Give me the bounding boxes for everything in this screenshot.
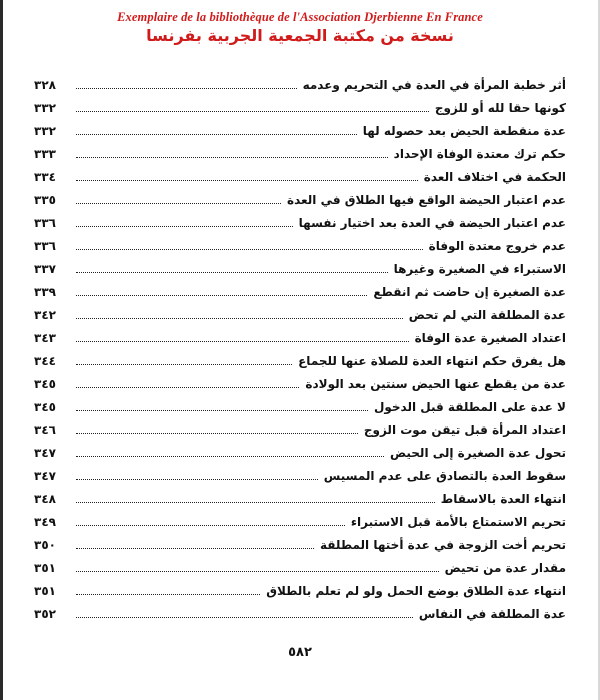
- toc-entry-page: ٣٤٥: [34, 377, 56, 391]
- toc-entry-page: ٣٤٢: [34, 308, 56, 322]
- toc-leader-dots: [76, 341, 409, 342]
- toc-entry-page: ٣٤٩: [34, 515, 56, 529]
- toc-entry-page: ٣٢٨: [34, 78, 56, 92]
- toc-entry-title: الاستبراء في الصغيرة وغيرها: [393, 262, 566, 276]
- toc-leader-dots: [76, 180, 418, 181]
- toc-entry: [34, 254, 566, 277]
- toc-entry-title: اعتداد الصغيرة عدة الوفاة: [414, 331, 566, 345]
- toc-entry-title: عدة المطلقة التي لم تحض: [408, 308, 566, 322]
- toc-entry: [34, 484, 566, 507]
- toc-entry-title: سقوط العدة بالتصادق على عدم المسيس: [323, 469, 566, 483]
- scan-edge-left: [0, 0, 3, 700]
- toc-entry-page: ٣٤٧: [34, 469, 56, 483]
- toc-entry-page: ٣٣٢: [34, 101, 56, 115]
- toc-entry-title: انتهاء عدة الطلاق بوضع الحمل ولو لم تعلم بالطلاق: [266, 584, 566, 598]
- toc-entry-page: ٣٣٦: [34, 216, 56, 230]
- toc-entry-page: ٣٣٢: [34, 124, 56, 138]
- toc-leader-dots: [76, 295, 367, 296]
- toc-leader-dots: [76, 226, 293, 227]
- toc-entry: [34, 507, 566, 530]
- toc-entry-page: ٣٣٤: [34, 170, 56, 184]
- toc-entry: [34, 415, 566, 438]
- page-number: ٥٨٢: [288, 645, 312, 660]
- toc-entry-page: ٣٣٣: [34, 147, 56, 161]
- toc-leader-dots: [76, 594, 260, 595]
- library-stamp-arabic: نسخة من مكتبة الجمعية الجربية بفرنسا: [146, 26, 454, 45]
- table-of-contents: [34, 70, 566, 622]
- toc-entry-title: اعتداد المرأة قبل تيقن موت الزوج: [363, 423, 566, 437]
- toc-entry-title: الحكمة في اختلاف العدة: [423, 170, 566, 184]
- toc-leader-dots: [76, 617, 413, 618]
- toc-leader-dots: [76, 88, 297, 89]
- toc-entry: [34, 93, 566, 116]
- toc-entry-title: عدة المطلقة في النفاس: [418, 607, 566, 621]
- toc-entry: [34, 599, 566, 622]
- toc-entry: [34, 185, 566, 208]
- toc-entry-page: ٣٤٥: [34, 400, 56, 414]
- toc-entry-title: عدة الصغيرة إن حاضت ثم انقطع: [373, 285, 566, 299]
- toc-entry: [34, 277, 566, 300]
- toc-entry-page: ٣٤٨: [34, 492, 56, 506]
- toc-leader-dots: [76, 203, 281, 204]
- toc-entry: [34, 208, 566, 231]
- toc-entry: [34, 323, 566, 346]
- library-stamp: [0, 10, 600, 45]
- toc-entry-page: ٣٤٤: [34, 354, 56, 368]
- toc-entry-title: تحريم أخت الزوجة في عدة أختها المطلقة: [320, 538, 566, 552]
- toc-entry-title: عدم خروج معتدة الوفاة: [428, 239, 566, 253]
- toc-entry-page: ٣٣٧: [34, 262, 56, 276]
- toc-entry-page: ٣٥٢: [34, 607, 56, 621]
- toc-entry-title: حكم ترك معتدة الوفاة الإحداد: [393, 147, 566, 161]
- toc-entry-title: عدم اعتبار الحيضة في العدة بعد اختيار نفسها: [298, 216, 566, 230]
- toc-leader-dots: [76, 433, 358, 434]
- toc-entry-page: ٣٣٩: [34, 285, 56, 299]
- toc-entry: [34, 461, 566, 484]
- toc-entry-page: ٣٤٦: [34, 423, 56, 437]
- toc-entry-title: تحول عدة الصغيرة إلى الحيض: [390, 446, 566, 460]
- toc-entry-page: ٣٥٠: [34, 538, 56, 552]
- toc-leader-dots: [76, 157, 388, 158]
- toc-leader-dots: [76, 502, 435, 503]
- toc-entry-title: انتهاء العدة بالاسقاط: [440, 492, 566, 506]
- toc-leader-dots: [76, 548, 314, 549]
- toc-entry-page: ٣٣٥: [34, 193, 56, 207]
- toc-entry-title: تحريم الاستمتاع بالأمة قبل الاستبراء: [350, 515, 566, 529]
- toc-leader-dots: [76, 525, 345, 526]
- toc-entry: [34, 369, 566, 392]
- toc-leader-dots: [76, 479, 318, 480]
- toc-entry: [34, 231, 566, 254]
- toc-entry: [34, 162, 566, 185]
- toc-entry: [34, 70, 566, 93]
- toc-entry-title: عدة منقطعة الحيض بعد حصوله لها: [362, 124, 566, 138]
- toc-leader-dots: [76, 318, 403, 319]
- toc-entry: [34, 553, 566, 576]
- toc-entry: [34, 530, 566, 553]
- toc-entry-page: ٣٤٣: [34, 331, 56, 345]
- toc-leader-dots: [76, 249, 423, 250]
- toc-entry-title: أثر خطبة المرأة في العدة في التحريم وعدمه: [302, 78, 566, 92]
- toc-leader-dots: [76, 364, 292, 365]
- toc-entry: [34, 139, 566, 162]
- toc-entry: [34, 576, 566, 599]
- toc-entry: [34, 346, 566, 369]
- toc-entry-page: ٣٥١: [34, 561, 56, 575]
- toc-entry: [34, 300, 566, 323]
- toc-entry: [34, 438, 566, 461]
- toc-entry-title: لا عدة على المطلقة قبل الدخول: [373, 400, 566, 414]
- toc-entry-page: ٣٥١: [34, 584, 56, 598]
- toc-leader-dots: [76, 456, 384, 457]
- toc-leader-dots: [76, 571, 439, 572]
- toc-entry: [34, 116, 566, 139]
- toc-entry-title: مقدار عدة من تحيض: [444, 561, 566, 575]
- toc-leader-dots: [76, 272, 388, 273]
- toc-entry-title: كونها حقا لله أو للزوج: [434, 101, 566, 115]
- toc-leader-dots: [76, 410, 368, 411]
- toc-leader-dots: [76, 134, 357, 135]
- toc-entry-page: ٣٤٧: [34, 446, 56, 460]
- toc-entry-title: عدم اعتبار الحيضة الواقع فيها الطلاق في العدة: [286, 193, 566, 207]
- toc-entry-title: هل يفرق حكم انتهاء العدة للصلاة عنها للجماع: [298, 354, 566, 368]
- toc-leader-dots: [76, 111, 429, 112]
- library-stamp-french: Exemplaire de la bibliothèque de l'Association Djerbienne En France: [117, 10, 483, 24]
- toc-entry-page: ٣٣٦: [34, 239, 56, 253]
- toc-entry: [34, 392, 566, 415]
- toc-leader-dots: [76, 387, 299, 388]
- toc-entry-title: عدة من يقطع عنها الحيض سنتين بعد الولادة: [305, 377, 566, 391]
